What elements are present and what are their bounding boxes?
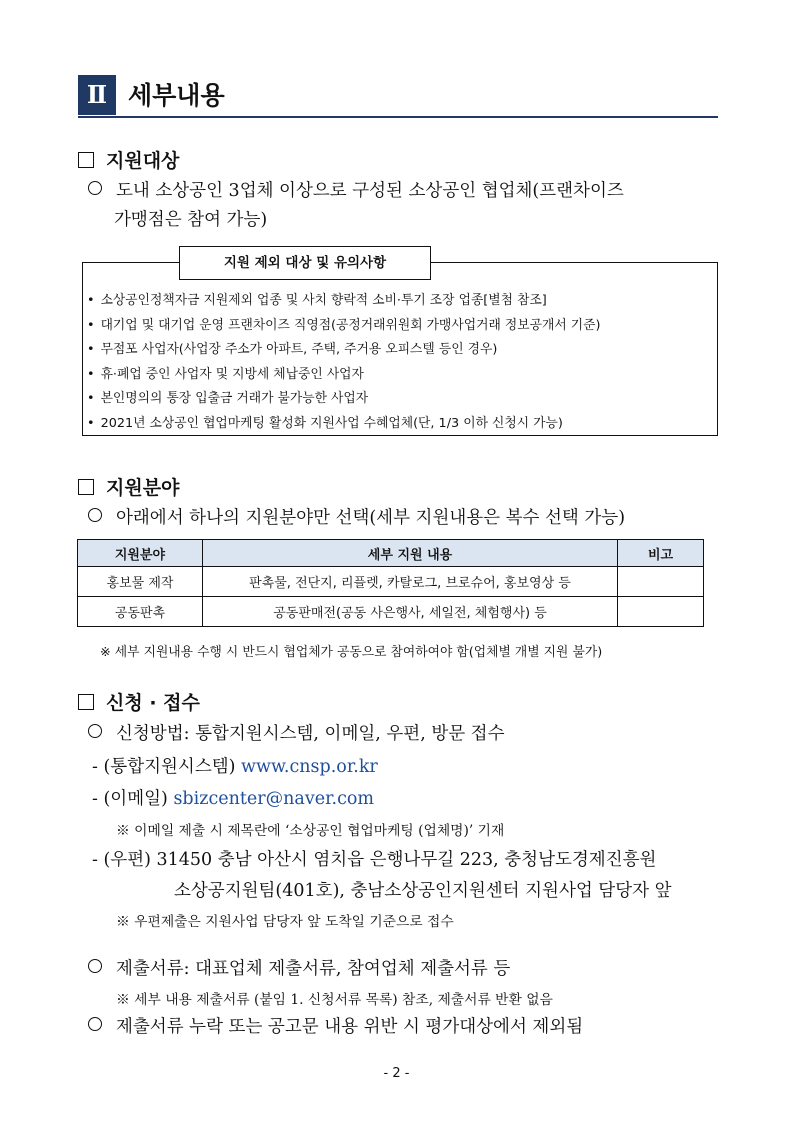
list-item: • 본인명의의 통장 입출금 거래가 불가능한 사업자	[87, 387, 600, 412]
circle-bullet-icon	[88, 508, 102, 522]
table-cell: 공동판매전(공동 사은행사, 세일전, 체험행사) 등	[203, 597, 618, 627]
section-target-heading	[78, 146, 179, 173]
target-line-2: 가맹점은 참여 가능)	[114, 210, 268, 230]
system-label: - (통합지원시스템)	[92, 757, 236, 777]
docs-note: ※ 세부 내용 제출서류 (붙임 1. 신청서류 목록) 참조, 제출서류 반환 없음	[116, 992, 553, 1008]
apply-method-text: 신청방법: 통합지원시스템, 이메일, 우편, 방문 접수	[116, 724, 505, 744]
notice-title: 지원 제외 대상 및 유의사항	[179, 246, 431, 280]
apply-post-line-2: 소상공지원팀(401호), 충남소상공인지원센터 지원사업 담당자 앞	[174, 881, 672, 901]
table-cell	[618, 567, 704, 597]
section-field-heading	[78, 473, 179, 500]
field-note: ※ 세부 지원내용 수행 시 반드시 협업체가 공동으로 참여하여야 함(업체별 개별 지원 불가)	[100, 645, 603, 660]
exclude-line	[88, 1013, 583, 1038]
checkbox-icon	[78, 152, 94, 168]
table-header: 세부 지원 내용	[203, 540, 618, 567]
table-cell: 판촉물, 전단지, 리플렛, 카탈로그, 브로슈어, 홍보영상 등	[203, 567, 618, 597]
circle-bullet-icon	[88, 724, 102, 738]
list-item: • 휴·폐업 중인 사업자 및 지방세 체납중인 사업자	[87, 363, 600, 388]
table-cell: 공동판촉	[78, 597, 203, 627]
list-item: • 대기업 및 대기업 운영 프랜차이즈 직영점(공정거래위원회 가맹사업거래 정보공개서 기준)	[87, 314, 600, 339]
list-item: • 2021년 소상공인 협업마케팅 활성화 지원사업 수혜업체(단, 1/3 이하 신청시 가능)	[87, 412, 600, 437]
notice-list	[87, 289, 600, 436]
section-field-title: 지원분야	[106, 477, 180, 499]
docs-text: 제출서류: 대표업체 제출서류, 참여업체 제출서류 등	[116, 959, 511, 979]
support-field-table	[77, 539, 704, 627]
section-apply-heading	[78, 688, 200, 715]
notice-box	[82, 262, 718, 436]
email-note: ※ 이메일 제출 시 제목란에 ‘소상공인 협업마케팅 (업체명)’ 기재	[116, 823, 505, 839]
section-target-title: 지원대상	[106, 150, 180, 172]
field-line	[88, 504, 625, 529]
list-item: • 소상공인정책자금 지원제외 업종 및 사치 향락적 소비·투기 조장 업종[별첨 참조]	[87, 289, 600, 314]
post-note: ※ 우편제출은 지원사업 담당자 앞 도착일 기준으로 접수	[116, 914, 454, 930]
checkbox-icon	[78, 694, 94, 710]
section-apply-title: 신청 · 접수	[106, 692, 200, 714]
system-url-link[interactable]: www.cnsp.or.kr	[241, 757, 378, 777]
target-text-1: 도내 소상공인 3업체 이상으로 구성된 소상공인 협업체(프랜차이즈	[116, 181, 624, 201]
circle-bullet-icon	[88, 181, 102, 195]
field-text: 아래에서 하나의 지원분야만 선택(세부 지원내용은 복수 선택 가능)	[116, 508, 626, 528]
checkbox-icon	[78, 479, 94, 495]
apply-system-line	[92, 753, 378, 778]
docs-line	[88, 955, 510, 980]
email-label: - (이메일)	[92, 789, 168, 809]
page-number: - 2 -	[383, 1066, 410, 1081]
apply-post-line-1: - (우편) 31450 충남 아산시 염치읍 은행나무길 223, 충청남도경제진흥원	[92, 850, 657, 870]
exclude-text: 제출서류 누락 또는 공고문 내용 위반 시 평가대상에서 제외됨	[116, 1017, 584, 1037]
table-row	[78, 567, 704, 597]
table-row	[78, 597, 704, 627]
target-line	[88, 177, 624, 202]
circle-bullet-icon	[88, 959, 102, 973]
section-number-box: Ⅱ	[78, 75, 116, 115]
email-link[interactable]: sbizcenter@naver.com	[173, 789, 375, 809]
circle-bullet-icon	[88, 1017, 102, 1031]
page-title: 세부내용	[128, 81, 225, 110]
table-cell: 홍보물 제작	[78, 567, 203, 597]
apply-email-line	[92, 785, 374, 810]
table-cell	[618, 597, 704, 627]
table-header: 비고	[618, 540, 704, 567]
table-header: 지원분야	[78, 540, 203, 567]
title-underline	[78, 116, 718, 118]
table-header-row	[78, 540, 704, 567]
apply-method-line	[88, 720, 505, 745]
list-item: • 무점포 사업자(사업장 주소가 아파트, 주택, 주거용 오피스텔 등인 경우)	[87, 338, 600, 363]
